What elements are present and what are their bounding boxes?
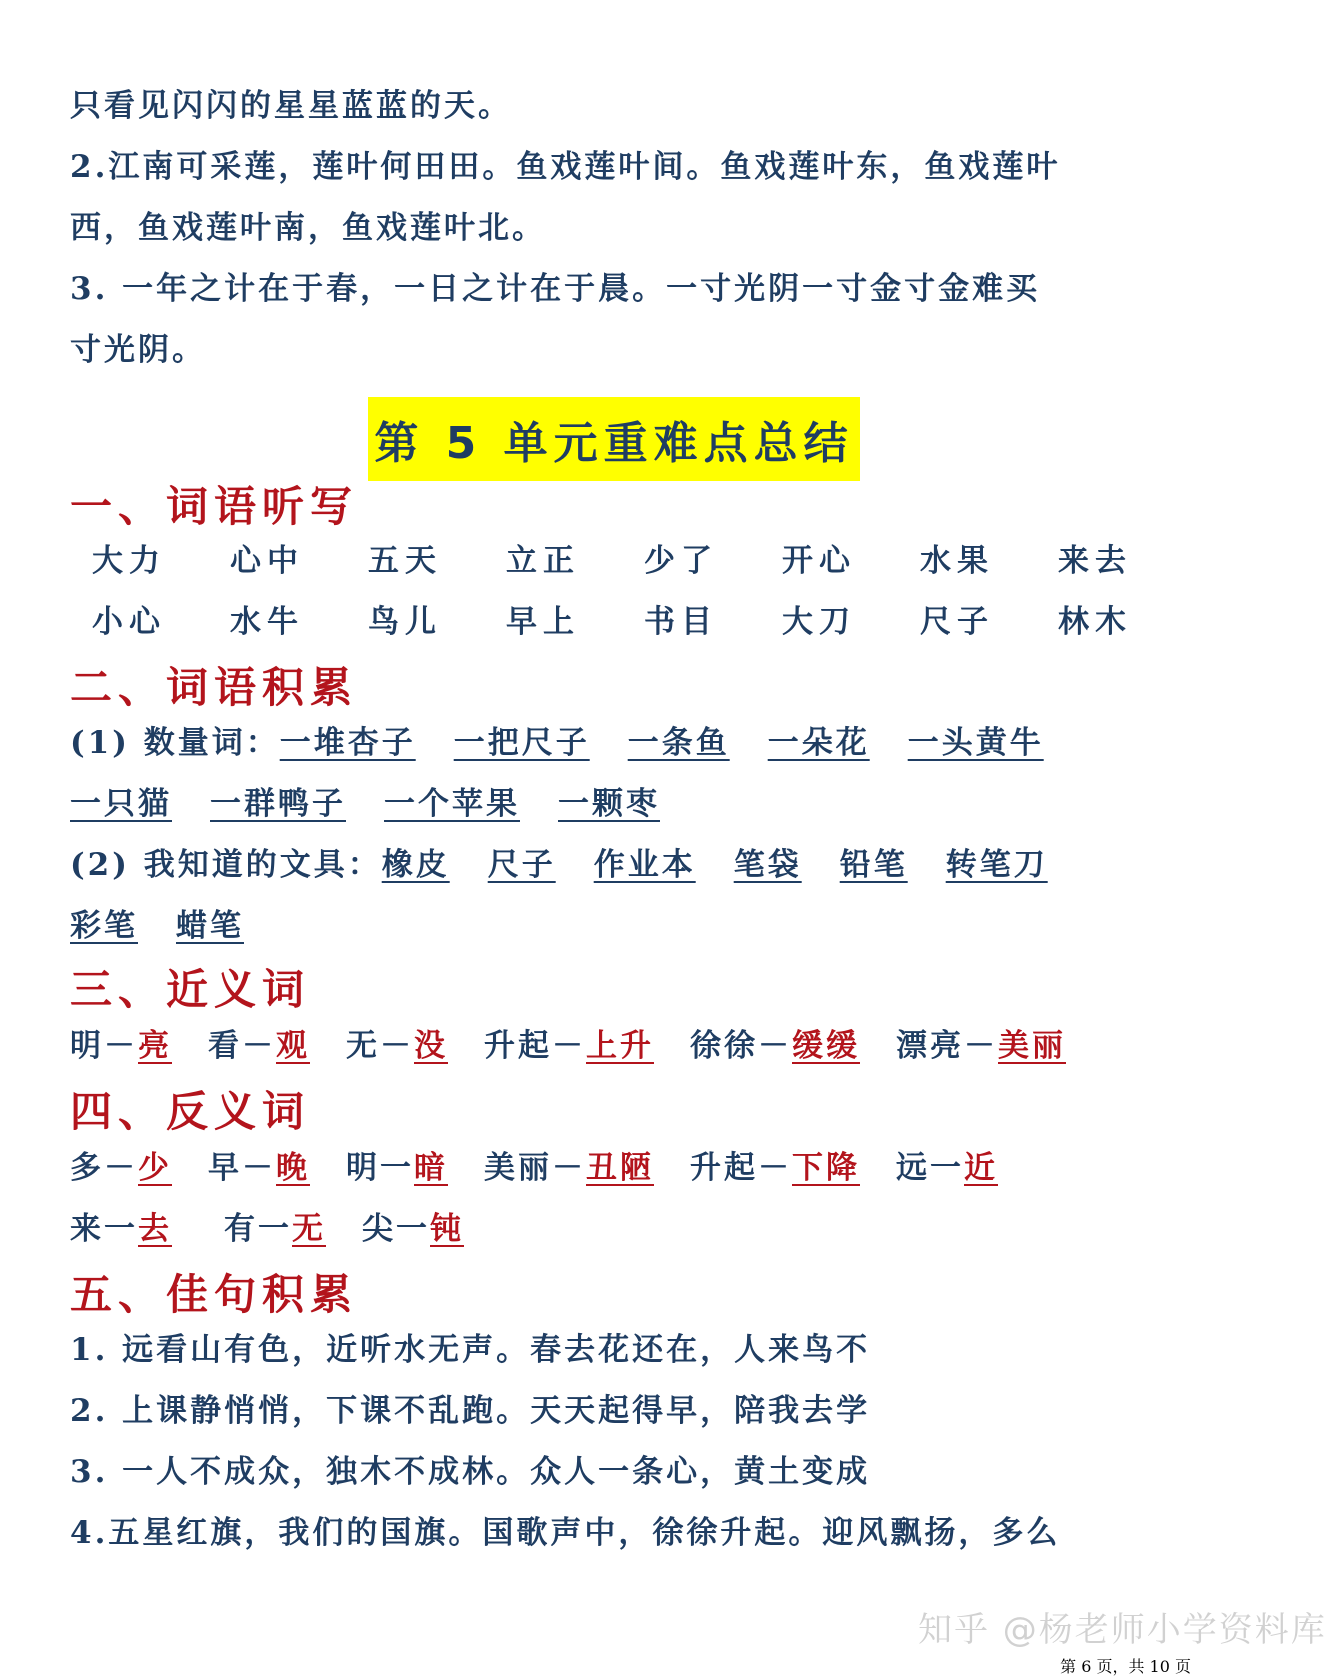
section-4-heading: 四、反义词 xyxy=(70,1087,311,1136)
measure-words-line-1 xyxy=(70,717,1044,762)
antonym-pair xyxy=(70,1203,172,1248)
antonym-word: 有一 xyxy=(224,1211,292,1247)
word-item: 少了 xyxy=(644,543,718,579)
word-item: 鸟儿 xyxy=(368,604,442,640)
antonym-word: 美丽－ xyxy=(484,1150,586,1186)
answer-item: 一堆杏子 xyxy=(279,725,416,761)
word-item: 立正 xyxy=(506,543,580,579)
word-item: 早上 xyxy=(506,604,580,640)
antonym-word: 尖一 xyxy=(362,1211,430,1247)
antonym-answer: 丑陋 xyxy=(586,1150,654,1186)
sentence-line-1: 1. 远看山有色，近听水无声。春去花还在，人来鸟不 xyxy=(70,1332,871,1368)
synonym-pair xyxy=(896,1020,1066,1065)
synonym-pair xyxy=(690,1020,860,1065)
stationery-answers-1 xyxy=(382,847,1048,883)
antonym-word: 升起－ xyxy=(690,1150,792,1186)
watermark: 知乎 @杨老师小学资料库 xyxy=(918,1610,1327,1650)
word-item: 书目 xyxy=(644,604,718,640)
answer-item: 一条鱼 xyxy=(627,725,730,761)
synonym-pair xyxy=(208,1020,310,1065)
answer-item: 彩笔 xyxy=(70,908,138,944)
answer-item: 一群鸭子 xyxy=(210,786,346,822)
synonym-word: 升起－ xyxy=(484,1028,586,1064)
sentence-line-2: 2. 上课静悄悄，下课不乱跑。天天起得早，陪我去学 xyxy=(70,1393,871,1429)
answer-item: 一朵花 xyxy=(767,725,870,761)
page-footer: 第 6 页，共 10 页 xyxy=(1060,1657,1191,1676)
synonym-answer: 上升 xyxy=(586,1028,654,1064)
answer-item: 一只猫 xyxy=(70,786,172,822)
synonym-pair xyxy=(70,1020,172,1065)
intro-line-1: 只看见闪闪的星星蓝蓝的天。 xyxy=(70,88,512,124)
answer-item: 尺子 xyxy=(487,847,556,883)
word-item: 来去 xyxy=(1058,543,1132,579)
word-item: 五天 xyxy=(368,543,442,579)
section-3-heading: 三、近义词 xyxy=(70,965,311,1014)
stationery-label: (2) 我知道的文具： xyxy=(70,847,382,883)
synonym-answer: 美丽 xyxy=(998,1028,1066,1064)
measure-words-answers-2 xyxy=(70,786,660,822)
synonym-word: 漂亮－ xyxy=(896,1028,998,1064)
answer-item: 一颗枣 xyxy=(558,786,660,822)
answer-item: 橡皮 xyxy=(381,847,450,883)
answer-item: 蜡笔 xyxy=(176,908,244,944)
antonym-answer: 少 xyxy=(138,1150,172,1186)
antonym-pair xyxy=(70,1142,172,1187)
antonyms-line-2 xyxy=(70,1203,500,1248)
synonym-word: 看－ xyxy=(208,1028,276,1064)
antonym-word: 明一 xyxy=(346,1150,414,1186)
word-item: 水果 xyxy=(920,543,994,579)
answer-item: 作业本 xyxy=(593,847,696,883)
antonym-word: 远一 xyxy=(896,1150,964,1186)
synonym-answer: 亮 xyxy=(138,1028,172,1064)
stationery-line-2 xyxy=(70,900,244,945)
antonym-word: 多－ xyxy=(70,1150,138,1186)
intro-line-5: 寸光阴。 xyxy=(70,332,206,368)
word-item: 林木 xyxy=(1058,604,1132,640)
stationery-line-1 xyxy=(70,839,1048,884)
synonym-word: 无－ xyxy=(346,1028,414,1064)
word-item: 心中 xyxy=(230,543,304,579)
section-5-heading: 五、佳句积累 xyxy=(70,1270,359,1319)
sentence-line-3: 3. 一人不成众，独木不成林。众人一条心，黄土变成 xyxy=(70,1454,871,1490)
intro-line-4: 3. 一年之计在于春，一日之计在于晨。一寸光阴一寸金寸金难买 xyxy=(70,271,1041,307)
synonym-pair xyxy=(484,1020,654,1065)
unit-title: 第 5 单元重难点总结 xyxy=(374,418,854,469)
antonym-answer: 下降 xyxy=(792,1150,860,1186)
antonym-answer: 去 xyxy=(138,1211,172,1247)
answer-item: 笔袋 xyxy=(733,847,802,883)
stationery-answers-2 xyxy=(70,908,244,944)
section-2-heading: 二、词语积累 xyxy=(70,663,359,712)
antonym-answer: 晚 xyxy=(276,1150,310,1186)
synonym-answer: 没 xyxy=(414,1028,448,1064)
synonym-answer: 缓缓 xyxy=(792,1028,860,1064)
antonym-pair xyxy=(362,1203,464,1248)
word-item: 大力 xyxy=(92,543,166,579)
synonym-answer: 观 xyxy=(276,1028,310,1064)
antonym-pair xyxy=(690,1142,860,1187)
antonym-word: 来一 xyxy=(70,1211,138,1247)
antonym-answer: 近 xyxy=(964,1150,998,1186)
answer-item: 铅笔 xyxy=(839,847,908,883)
measure-words-line-2 xyxy=(70,778,660,823)
intro-line-2: 2.江南可采莲，莲叶何田田。鱼戏莲叶间。鱼戏莲叶东，鱼戏莲叶 xyxy=(70,149,1061,185)
word-item: 大刀 xyxy=(782,604,856,640)
measure-words-answers-1 xyxy=(280,725,1044,761)
word-item: 开心 xyxy=(782,543,856,579)
dictation-row-1 xyxy=(92,535,1196,580)
unit-title-box xyxy=(368,397,860,481)
section-1-heading: 一、词语听写 xyxy=(70,482,359,531)
antonyms-line-1 xyxy=(70,1142,998,1187)
antonym-pair xyxy=(208,1142,310,1187)
sentence-line-4: 4.五星红旗，我们的国旗。国歌声中，徐徐升起。迎风飘扬，多么 xyxy=(70,1515,1061,1551)
antonym-pair xyxy=(346,1142,448,1187)
answer-item: 转笔刀 xyxy=(945,847,1048,883)
antonym-word: 早－ xyxy=(208,1150,276,1186)
answer-item: 一头黄牛 xyxy=(907,725,1044,761)
antonym-pair xyxy=(484,1142,654,1187)
synonym-word: 明－ xyxy=(70,1028,138,1064)
word-item: 水牛 xyxy=(230,604,304,640)
intro-line-3: 西，鱼戏莲叶南，鱼戏莲叶北。 xyxy=(70,210,546,246)
synonym-word: 徐徐－ xyxy=(690,1028,792,1064)
antonym-pair xyxy=(224,1203,326,1248)
word-item: 尺子 xyxy=(920,604,994,640)
antonym-answer: 无 xyxy=(292,1211,326,1247)
synonym-pair xyxy=(346,1020,448,1065)
synonyms-line xyxy=(70,1020,1066,1065)
antonym-answer: 暗 xyxy=(414,1150,448,1186)
answer-item: 一个苹果 xyxy=(384,786,520,822)
measure-words-label: (1) 数量词： xyxy=(70,725,280,761)
dictation-row-2 xyxy=(92,596,1196,641)
antonym-pair xyxy=(896,1142,998,1187)
word-item: 小心 xyxy=(92,604,166,640)
answer-item: 一把尺子 xyxy=(453,725,590,761)
antonym-answer: 钝 xyxy=(430,1211,464,1247)
